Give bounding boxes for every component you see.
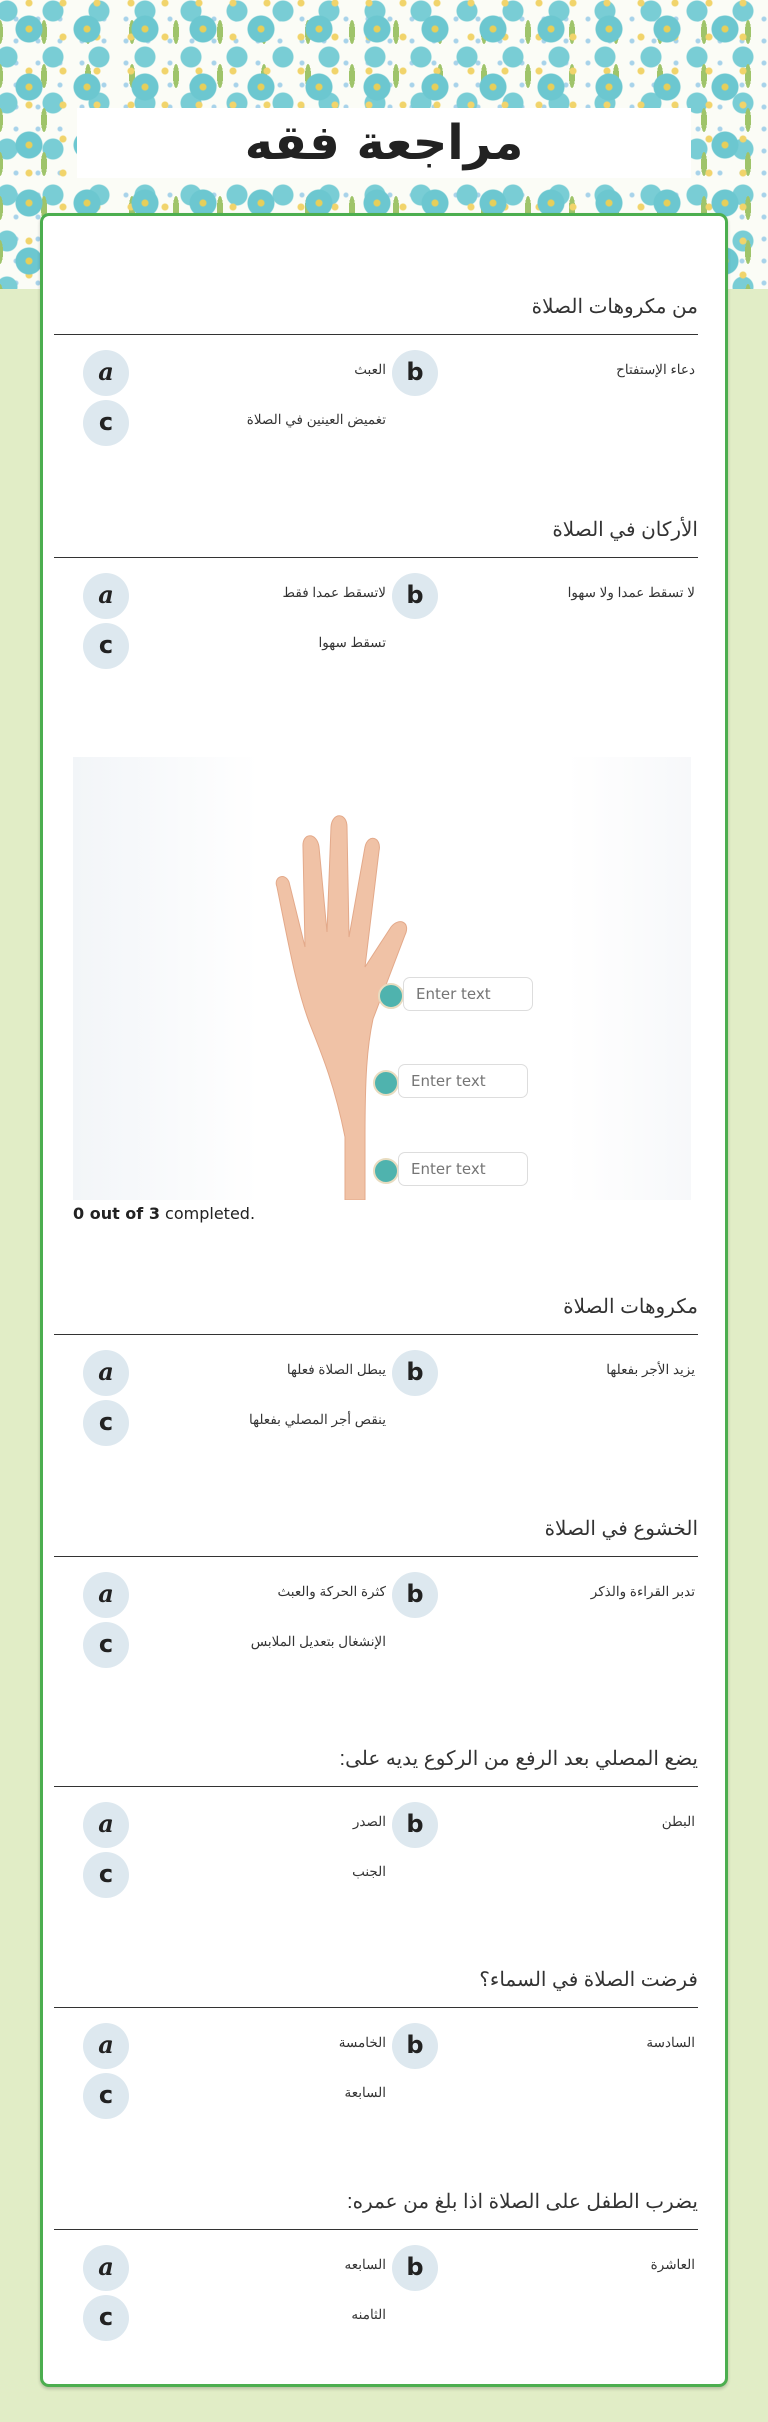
option-c-text[interactable]: السابعة [344, 2085, 386, 2100]
option-b-bubble[interactable]: b [392, 2023, 438, 2069]
option-a-text[interactable]: العاشرة [650, 2257, 695, 2272]
option-b-bubble[interactable]: b [392, 573, 438, 619]
divider [54, 557, 698, 558]
completed-suffix: completed. [159, 1204, 256, 1223]
option-c-text[interactable]: الثامنه [351, 2307, 386, 2322]
option-a-text[interactable]: لا تسقط عمدا ولا سهوا [567, 585, 695, 600]
question-block [43, 1296, 725, 1448]
question-title: الخشوع في الصلاة [544, 1518, 698, 1540]
hotspot-marker-1[interactable] [378, 983, 404, 1009]
divider [54, 2007, 698, 2008]
divider [54, 1786, 698, 1787]
question-title: يضع المصلي بعد الرفع من الركوع يديه على: [339, 1748, 698, 1770]
divider [54, 1334, 698, 1335]
hand-image-activity [73, 757, 691, 1200]
option-a-bubble[interactable]: a [83, 1572, 129, 1618]
option-b-bubble[interactable]: b [392, 1802, 438, 1848]
option-c-text[interactable]: تغميض العينين في الصلاة [246, 412, 386, 427]
hotspot-input-2[interactable] [398, 1064, 528, 1098]
option-a-text[interactable]: دعاء الإستفتاح [616, 362, 695, 377]
hand-image [73, 757, 691, 1200]
question-block [43, 519, 725, 671]
option-a-bubble[interactable]: a [83, 1802, 129, 1848]
hotspot-input-1[interactable] [403, 977, 533, 1011]
option-b-bubble[interactable]: b [392, 2245, 438, 2291]
option-b-bubble[interactable]: b [392, 1350, 438, 1396]
option-a-text[interactable]: البطن [661, 1814, 695, 1829]
question-block [43, 2191, 725, 2343]
divider [54, 2229, 698, 2230]
option-c-text[interactable]: ينقص أجر المصلي بفعلها [249, 1412, 386, 1427]
completed-count: 0 out of 3 [73, 1204, 160, 1223]
option-a-bubble[interactable]: a [83, 1350, 129, 1396]
option-b-text[interactable]: يبطل الصلاة فعلها [286, 1362, 386, 1377]
option-c-bubble[interactable]: c [83, 623, 129, 669]
option-b-text[interactable]: العبث [354, 362, 386, 377]
hotspot-input-3[interactable] [398, 1152, 528, 1186]
option-c-bubble[interactable]: c [83, 1400, 129, 1446]
question-block [43, 296, 725, 448]
divider [54, 334, 698, 335]
option-b-text[interactable]: الخامسة [338, 2035, 386, 2050]
page-title: مراجعة فقه [77, 108, 691, 178]
option-a-text[interactable]: يزيد الأجر بفعلها [606, 1362, 695, 1377]
option-b-bubble[interactable]: b [392, 350, 438, 396]
option-a-bubble[interactable]: a [83, 2245, 129, 2291]
option-c-bubble[interactable]: c [83, 1852, 129, 1898]
option-b-text[interactable]: لاتسقط عمدا فقط [282, 585, 386, 600]
question-title: مكروهات الصلاة [563, 1296, 698, 1318]
option-a-text[interactable]: تدبر القراءة والذكر [590, 1584, 695, 1599]
option-b-text[interactable]: كثرة الحركة والعبث [277, 1584, 386, 1599]
option-c-text[interactable]: الإنشغال بتعديل الملابس [250, 1634, 386, 1649]
option-b-bubble[interactable]: b [392, 1572, 438, 1618]
option-a-text[interactable]: السادسة [646, 2035, 695, 2050]
worksheet-card [40, 213, 728, 2387]
option-a-bubble[interactable]: a [83, 350, 129, 396]
option-c-bubble[interactable]: c [83, 2295, 129, 2341]
hotspot-marker-2[interactable] [373, 1070, 399, 1096]
question-block [43, 1518, 725, 1670]
option-c-bubble[interactable]: c [83, 1622, 129, 1668]
question-title: فرضت الصلاة في السماء؟ [479, 1969, 698, 1991]
question-title: من مكروهات الصلاة [531, 296, 698, 318]
option-c-bubble[interactable]: c [83, 2073, 129, 2119]
option-b-text[interactable]: السابعه [344, 2257, 386, 2272]
option-b-text[interactable]: الصدر [352, 1814, 386, 1829]
hotspot-marker-3[interactable] [373, 1158, 399, 1184]
option-c-text[interactable]: تسقط سهوا [318, 635, 386, 650]
divider [54, 1556, 698, 1557]
question-title: يضرب الطفل على الصلاة اذا بلغ من عمره: [347, 2191, 698, 2213]
option-c-text[interactable]: الجنب [352, 1864, 386, 1879]
completion-status [73, 1204, 255, 1223]
question-block [43, 1748, 725, 1900]
option-c-bubble[interactable]: c [83, 400, 129, 446]
question-block [43, 1969, 725, 2121]
option-a-bubble[interactable]: a [83, 2023, 129, 2069]
question-title: الأركان في الصلاة [552, 519, 698, 541]
option-a-bubble[interactable]: a [83, 573, 129, 619]
